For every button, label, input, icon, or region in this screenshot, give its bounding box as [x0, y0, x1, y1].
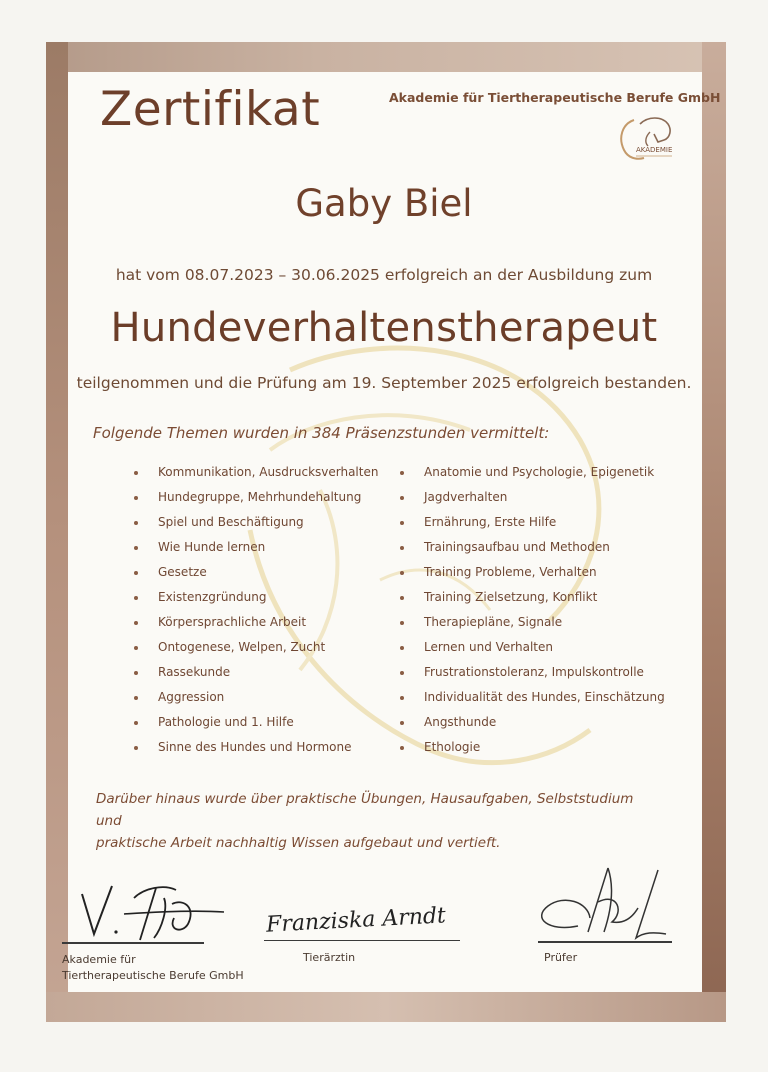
list-item: Existenzgründung	[134, 585, 378, 610]
bullet-icon	[400, 596, 404, 600]
list-item: Jagdverhalten	[400, 485, 665, 510]
list-item: Ethologie	[400, 735, 665, 760]
bullet-icon	[134, 746, 138, 750]
bullet-icon	[400, 496, 404, 500]
list-item: Rassekunde	[134, 660, 378, 685]
topics-list-right	[400, 460, 665, 760]
list-item: Aggression	[134, 685, 378, 710]
bullet-icon	[134, 596, 138, 600]
list-item: Training Zielsetzung, Konflikt	[400, 585, 665, 610]
bullet-icon	[134, 571, 138, 575]
signature-examiner	[528, 862, 678, 946]
signature-veterinarian: Franziska Arndt	[265, 903, 447, 938]
recipient-name: Gaby Biel	[295, 182, 473, 225]
list-item: Lernen und Verhalten	[400, 635, 665, 660]
academy-logo	[614, 110, 688, 166]
signature-label-academy: Akademie für Tiertherapeutische Berufe GmbH	[62, 953, 244, 982]
list-item: Körpersprachliche Arbeit	[134, 610, 378, 635]
signature-label-examiner: Prüfer	[544, 951, 578, 964]
list-item: Gesetze	[134, 560, 378, 585]
list-item: Angsthunde	[400, 710, 665, 735]
list-item: Ontogenese, Welpen, Zucht	[134, 635, 378, 660]
bullet-icon	[134, 521, 138, 525]
bullet-icon	[134, 546, 138, 550]
signature-academy	[64, 868, 234, 948]
bullet-icon	[400, 671, 404, 675]
bullet-icon	[400, 646, 404, 650]
list-item: Hundegruppe, Mehrhundehaltung	[134, 485, 378, 510]
signature-line-veterinarian	[264, 940, 460, 941]
list-item: Sinne des Hundes und Hormone	[134, 735, 378, 760]
bullet-icon	[400, 746, 404, 750]
list-item: Spiel und Beschäftigung	[134, 510, 378, 535]
training-period-text: hat vom 08.07.2023 – 30.06.2025 erfolgreich an der Ausbildung zum	[115, 266, 653, 284]
bullet-icon	[400, 546, 404, 550]
list-item: Kommunikation, Ausdrucksverhalten	[134, 460, 378, 485]
signature-label-veterinarian: Tierärztin	[303, 951, 356, 964]
signature-line-academy	[62, 942, 204, 944]
bullet-icon	[134, 721, 138, 725]
topics-intro: Folgende Themen wurden in 384 Präsenzstunden vermittelt:	[93, 424, 550, 442]
bullet-icon	[134, 471, 138, 475]
topics-list-left	[134, 460, 378, 760]
frame-top	[46, 42, 726, 72]
list-item: Training Probleme, Verhalten	[400, 560, 665, 585]
bullet-icon	[400, 696, 404, 700]
bullet-icon	[400, 621, 404, 625]
list-item: Trainingsaufbau und Methoden	[400, 535, 665, 560]
bullet-icon	[134, 646, 138, 650]
bullet-icon	[134, 696, 138, 700]
closing-line-1: Darüber hinaus wurde über praktische Übungen, Hausaufgaben, Selbststudium und	[96, 791, 634, 829]
frame-bottom	[46, 992, 726, 1022]
list-item: Anatomie und Psychologie, Epigenetik	[400, 460, 665, 485]
closing-line-2: praktische Arbeit nachhaltig Wissen aufgebaut und vertieft.	[96, 835, 501, 851]
bullet-icon	[134, 496, 138, 500]
certificate-title: Zertifikat	[100, 82, 321, 137]
list-item: Wie Hunde lernen	[134, 535, 378, 560]
bullet-icon	[400, 571, 404, 575]
signature-line-examiner	[538, 941, 672, 943]
bullet-icon	[400, 521, 404, 525]
profession-title: Hundeverhaltenstherapeut	[110, 305, 658, 351]
list-item: Ernährung, Erste Hilfe	[400, 510, 665, 535]
list-item: Individualität des Hundes, Einschätzung	[400, 685, 665, 710]
closing-statement	[96, 788, 656, 854]
list-item: Pathologie und 1. Hilfe	[134, 710, 378, 735]
list-item: Therapiepläne, Signale	[400, 610, 665, 635]
bullet-icon	[134, 671, 138, 675]
organization-name: Akademie für Tiertherapeutische Berufe GmbH	[389, 90, 721, 105]
logo-text: AKADEMIE	[636, 146, 673, 154]
bullet-icon	[134, 621, 138, 625]
exam-passed-text: teilgenommen und die Prüfung am 19. September 2025 erfolgreich bestanden.	[76, 374, 692, 392]
bullet-icon	[400, 721, 404, 725]
list-item: Frustrationstoleranz, Impulskontrolle	[400, 660, 665, 685]
bullet-icon	[400, 471, 404, 475]
